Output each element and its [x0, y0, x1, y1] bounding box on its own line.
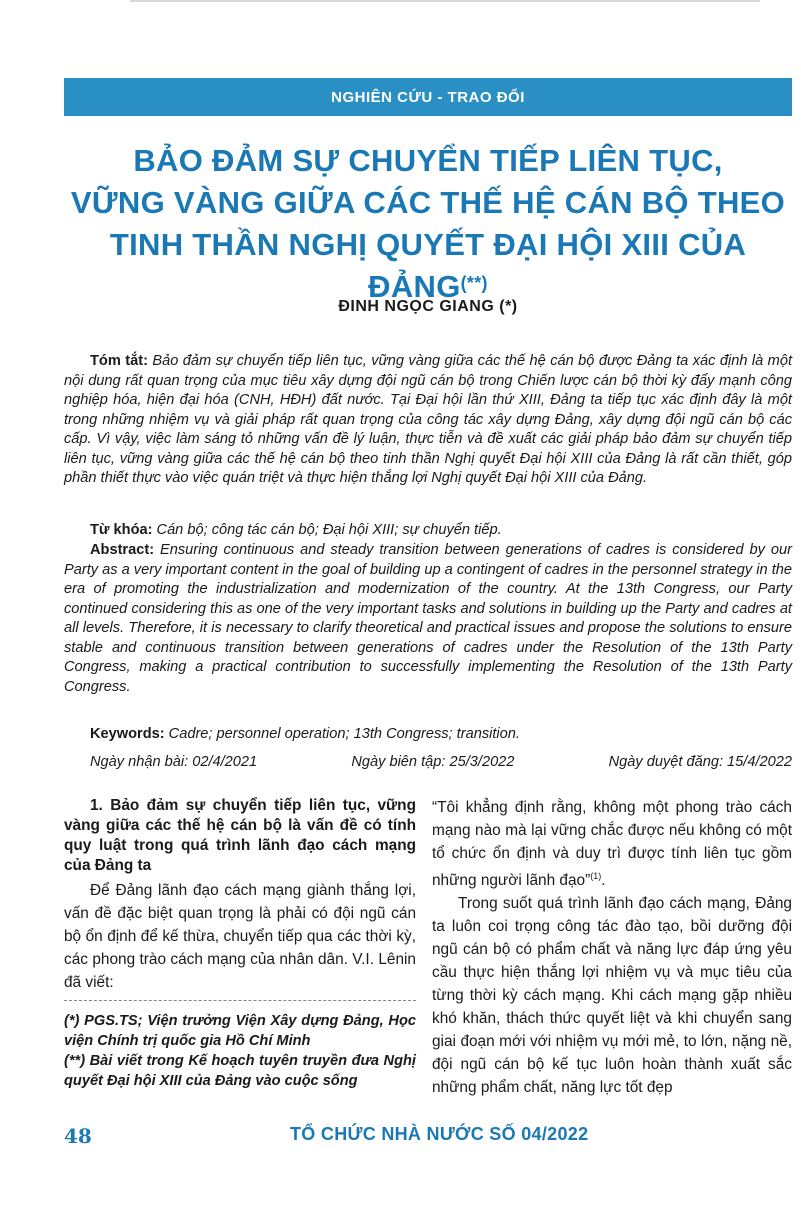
abstract-label: Abstract:	[90, 542, 155, 558]
tukhoa-label: Từ khóa:	[90, 522, 153, 538]
article-dates	[90, 754, 792, 770]
date-edited: Ngày biên tập: 25/3/2022	[351, 754, 515, 770]
footnote-article: (**) Bài viết trong Kế hoạch tuyên truyền đưa Nghị quyết Đại hội XIII của Đảng vào cuộc sống	[64, 1053, 416, 1089]
quote-reference: (1)	[590, 871, 602, 881]
footnote-divider	[64, 1000, 416, 1001]
lenin-quote	[432, 796, 792, 892]
keywords-label: Keywords:	[90, 726, 165, 742]
keywords-en	[64, 725, 792, 745]
lenin-quote-text: “Tôi khẳng định rằng, không một phong trào cách mạng nào mà lại vững chắc được nếu không có một tổ chức ổn định và duy trì được tính liên tục gồm những người lãnh đạo”	[432, 799, 792, 890]
body-paragraph-2: Trong suốt quá trình lãnh đạo cách mạng, Đảng ta luôn coi trọng công tác đào tạo, bồi dưỡng đội ngũ cán bộ có phẩm chất và năng lực đáp ứng yêu cầu thực hiện thắng lợi nhiệm vụ và mục tiêu của từng thời kỳ cách mạng. Khi cách mạng gặp nhiều khó khăn, thách thức quyết liệt và khi chuyển sang giai đoạn mới với nhiệm vụ mới mẻ, to lớn, nặng nề, đội ngũ cán bộ kế tục luôn hoàn thành xuất sắc những phẩm chất, năng lực tốt đẹp	[432, 895, 792, 1097]
title-line-1: BẢO ĐẢM SỰ CHUYỂN TIẾP LIÊN TỤC,	[133, 143, 723, 178]
section-1-heading: 1. Bảo đảm sự chuyển tiếp liên tục, vững vàng giữa các thế hệ cán bộ là vấn đề có tính quy luật trong quá trình lãnh đạo cách mạng của Đảng ta	[64, 797, 416, 874]
date-approved: Ngày duyệt đăng: 15/4/2022	[608, 754, 792, 770]
title-line-3-text: TINH THẦN NGHỊ QUYẾT ĐẠI HỘI XIII CỦA ĐẢNG	[109, 227, 747, 304]
footnote-author: (*) PGS.TS; Viện trưởng Viện Xây dựng Đảng, Học viện Chính trị quốc gia Hồ Chí Minh	[64, 1013, 416, 1049]
tomtat-label: Tóm tắt:	[90, 353, 148, 369]
section-banner	[64, 78, 792, 116]
summary-vi	[64, 352, 792, 489]
keywords-vi	[64, 521, 792, 541]
tukhoa-text: Cán bộ; công tác cán bộ; Đại hội XIII; sự chuyển tiếp.	[156, 522, 502, 538]
author-name: ĐINH NGỌC GIANG (*)	[338, 298, 518, 315]
abstract-text: Ensuring continuous and steady transition between generations of cadres is considered by our Party as a very important content in the goal of building up a contingent of cadres in the personnel strategy in the era of promoting the industrialization and modernization of the country. At the 13th Congress, our Party continued considering this as one of the very important tasks and solutions in building up the Party and cadres at all levels. Therefore, it is necessary to clarify theoretical and practical issues and propose the solutions to ensure stable and continuous transition between generations of cadres under the Resolution of the 13th Party Congress, making a practical contribution to successfully implementing the Resolution of the 13th Party Congress.	[64, 542, 792, 695]
tomtat-text: Bảo đảm sự chuyển tiếp liên tục, vững vàng giữa các thế hệ cán bộ được Đảng ta xác định là một nội dung rất quan trọng của mục tiêu xây dựng đội ngũ cán bộ trong Chiến lược cán bộ thời kỳ đẩy mạnh công nghiệp hóa, hiện đại hóa (CNH, HĐH) đất nước. Tại Đại hội lần thứ XIII, Đảng ta tiếp tục xác định đây là một trong những nhiệm vụ và giải pháp rất quan trọng của công tác xây dựng Đảng, xây dựng đội ngũ cán bộ các cấp. Vì vậy, việc làm sáng tỏ những vấn đề lý luận, thực tiễn và đề xuất các giải pháp bảo đảm sự chuyển tiếp liên tục, vững vàng giữa các thế hệ cán bộ theo tinh thần Nghị quyết Đại hội XIII của Đảng là rất cần thiết, góp phần thiết thực vào việc quán triệt và thực hiện thắng lợi Nghị quyết Đại hội XIII của Đảng.	[64, 353, 793, 486]
section-label: NGHIÊN CỨU - TRAO ĐỔI	[331, 88, 525, 106]
quote-end: .	[601, 872, 606, 890]
body-column-left	[64, 796, 416, 994]
date-received: Ngày nhận bài: 02/4/2021	[90, 754, 258, 770]
title-footnote-mark: (**)	[460, 273, 488, 293]
abstract-en	[64, 541, 792, 697]
keywords-text: Cadre; personnel operation; 13th Congress; transition.	[168, 726, 520, 742]
magazine-issue: TỔ CHỨC NHÀ NƯỚC SỐ 04/2022	[290, 1124, 589, 1144]
article-title	[64, 140, 792, 308]
page-number: 48	[64, 1124, 92, 1148]
top-rule	[130, 0, 760, 2]
body-column-right	[432, 796, 792, 1099]
title-line-2: VỮNG VÀNG GIỮA CÁC THẾ HỆ CÁN BỘ THEO	[70, 185, 786, 220]
body-paragraph-1: Để Đảng lãnh đạo cách mạng giành thắng lợi, vấn đề đặc biệt quan trọng là phải có đội ngũ cán bộ ổn định để kế thừa, chuyển tiếp qua các thời kỳ, các phong trào cách mạng của nhân dân. V.I. Lênin đã viết:	[64, 882, 416, 991]
title-line-3	[64, 224, 792, 308]
